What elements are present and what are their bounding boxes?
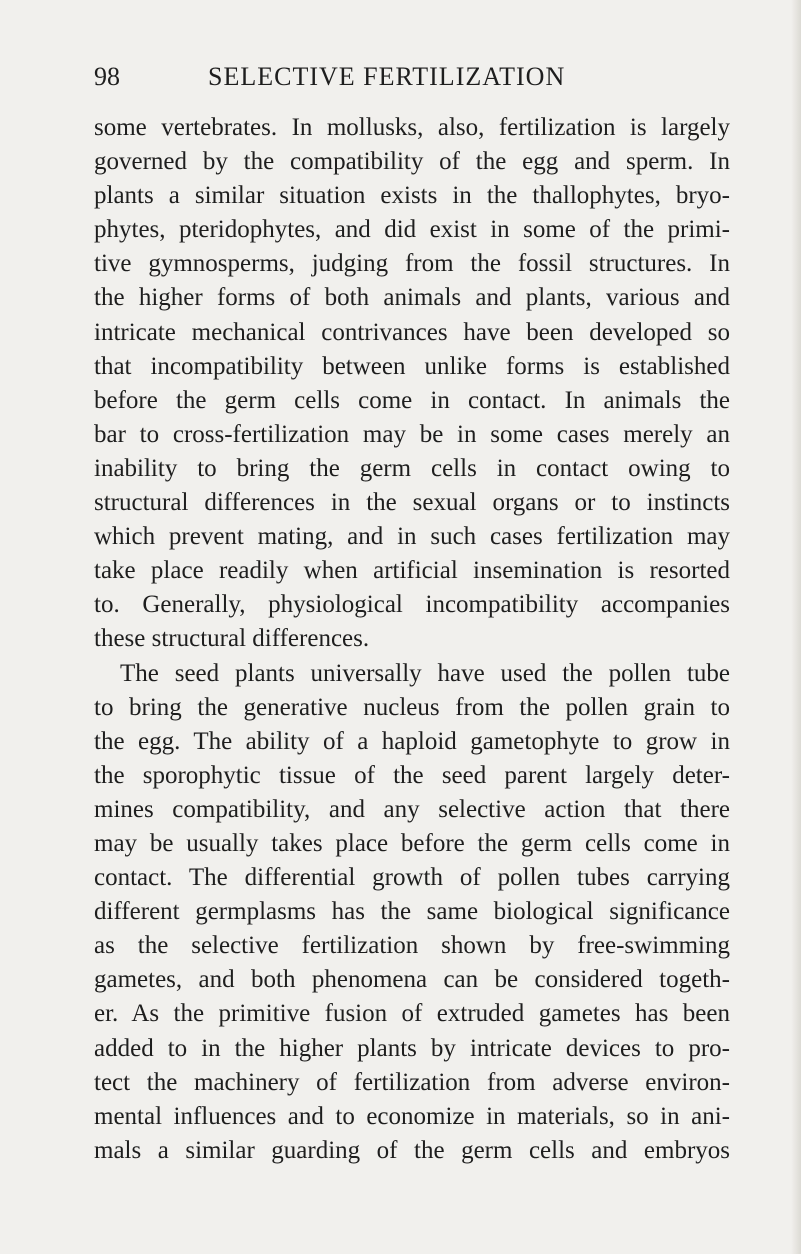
text-line: er. As the primitive fusion of extruded gametes has been [94,1000,730,1028]
text-line: The seed plants universally have used the pollen tube [120,659,730,687]
paragraph-2 [94,657,730,1168]
text-line: contact. The differential growth of pollen tubes carrying [94,864,730,892]
page-header [94,57,714,97]
text-line: these structural differences. [94,625,370,653]
text-line: take place readily when artificial insemination is resorted [94,557,730,585]
text-line: gametes, and both phenomena can be considered togeth- [94,966,730,994]
text-line: the sporophytic tissue of the seed parent largely deter- [94,761,730,789]
text-line: structural differences in the sexual organs or to instincts [94,489,730,517]
page-number: 98 [94,62,120,91]
text-line: mines compatibility, and any selective action that there [94,795,730,823]
text-line: that incompatibility between unlike forms is established [94,352,730,380]
text-line: which prevent mating, and in such cases fertilization may [94,523,730,551]
text-line: different germplasms has the same biological significance [94,898,730,926]
text-line: as the selective fertilization shown by free-swimming [94,932,730,960]
text-line: added to in the higher plants by intricate devices to pro- [94,1034,730,1062]
text-line: mals a similar guarding of the germ cells and embryos [94,1136,730,1164]
text-line: the egg. The ability of a haploid gametophyte to grow in [94,727,730,755]
body-text [94,111,730,1168]
text-line: plants a similar situation exists in the thallophytes, bryo- [94,182,730,210]
text-line: some vertebrates. In mollusks, also, fertilization is largely [94,114,730,141]
text-line: before the germ cells come in contact. In animals the [94,386,730,414]
text-line: to. Generally, physiological incompatibility accompanies [94,591,730,619]
text-line: governed by the compatibility of the egg and sperm. In [94,148,730,176]
text-line: may be usually takes place before the germ cells come in [94,829,730,857]
text-line: mental influences and to economize in materials, so in ani- [94,1102,730,1130]
text-line: phytes, pteridophytes, and did exist in some of the primi- [94,216,730,244]
paragraph-1 [94,111,730,657]
page-edge-shadow [791,0,801,1254]
text-line: bar to cross-fertilization may be in some cases merely an [94,420,730,448]
running-title: SELECTIVE FERTILIZATION [208,62,566,91]
text-line: inability to bring the germ cells in contact owing to [94,454,730,482]
text-line: intricate mechanical contrivances have been developed so [94,318,730,346]
text-line: tive gymnosperms, judging from the fossil structures. In [94,250,730,278]
text-line: tect the machinery of fertilization from adverse environ- [94,1068,730,1096]
text-line: to bring the generative nucleus from the pollen grain to [94,693,730,721]
text-line: the higher forms of both animals and plants, various and [94,284,730,312]
